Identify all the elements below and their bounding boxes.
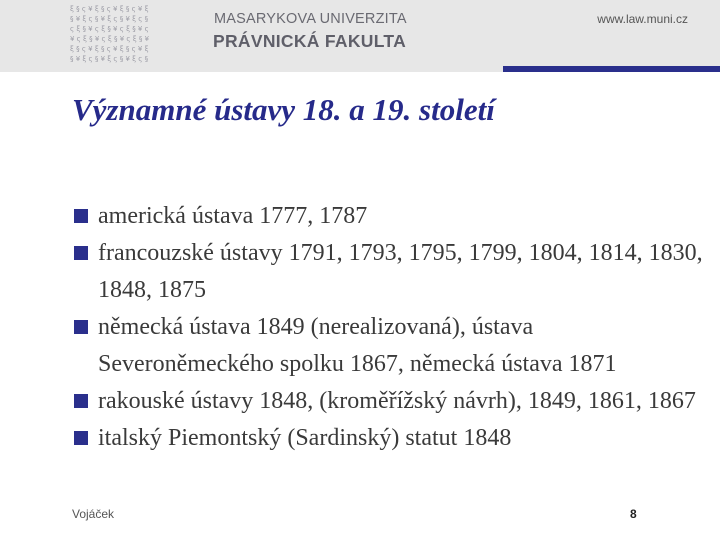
svg-text:¥ ς ξ § ¥ ς ξ § ¥ ς ξ § ¥: ¥ ς ξ § ¥ ς ξ § ¥ ς ξ § ¥: [70, 35, 150, 43]
bullet-list: [72, 198, 712, 457]
square-bullet-icon: [74, 246, 88, 260]
square-bullet-icon: [74, 394, 88, 408]
square-bullet-icon: [74, 209, 88, 223]
slide-title: Významné ústavy 18. a 19. století: [72, 92, 495, 127]
bullet-item: [72, 420, 712, 457]
bullet-item: [72, 235, 712, 309]
bullet-text: americká ústava 1777, 1787: [98, 203, 368, 229]
bullet-item: [72, 309, 712, 383]
bullet-text: německá ústava 1849 (nerealizovaná), ústava Severoněmeckého spolku 1867, německá ústava 1871: [98, 314, 617, 377]
svg-text:§ ¥ ξ ς § ¥ ξ ς § ¥ ξ ς §: § ¥ ξ ς § ¥ ξ ς § ¥ ξ ς §: [70, 15, 149, 23]
svg-text:§ ¥ ξ ς § ¥ ξ ς § ¥ ξ ς §: § ¥ ξ ς § ¥ ξ ς § ¥ ξ ς §: [70, 55, 149, 63]
slide-header: [0, 0, 720, 72]
bullet-text: rakouské ústavy 1848, (kroměřížský návrh), 1849, 1861, 1867: [98, 388, 696, 414]
bullet-text: italský Piemontský (Sardinský) statut 1848: [98, 425, 512, 451]
svg-text:ς ξ § ¥ ς ξ § ¥ ς ξ § ¥ ς: ς ξ § ¥ ς ξ § ¥ ς ξ § ¥ ς: [70, 25, 149, 33]
bullet-item: [72, 198, 712, 235]
svg-text:ξ § ς ¥ ξ § ς ¥ ξ § ς ¥ ξ: ξ § ς ¥ ξ § ς ¥ ξ § ς ¥ ξ: [70, 45, 149, 53]
university-name: MASARYKOVA UNIVERZITA: [214, 11, 407, 27]
symbol-pattern-logo-icon: [70, 3, 182, 67]
square-bullet-icon: [74, 431, 88, 445]
faculty-name: PRÁVNICKÁ FAKULTA: [213, 31, 407, 51]
bullet-text: francouzské ústavy 1791, 1793, 1795, 1799, 1804, 1814, 1830, 1848, 1875: [98, 240, 703, 303]
bullet-item: [72, 383, 712, 420]
footer-author: Vojáček: [72, 507, 115, 521]
square-bullet-icon: [74, 320, 88, 334]
svg-text:ξ § ς ¥ ξ § ς ¥ ξ § ς ¥ ξ: ξ § ς ¥ ξ § ς ¥ ξ § ς ¥ ξ: [70, 5, 149, 13]
page-number: 8: [630, 507, 637, 521]
website-url: www.law.muni.cz: [597, 12, 688, 26]
header-accent-bar: [503, 66, 720, 72]
